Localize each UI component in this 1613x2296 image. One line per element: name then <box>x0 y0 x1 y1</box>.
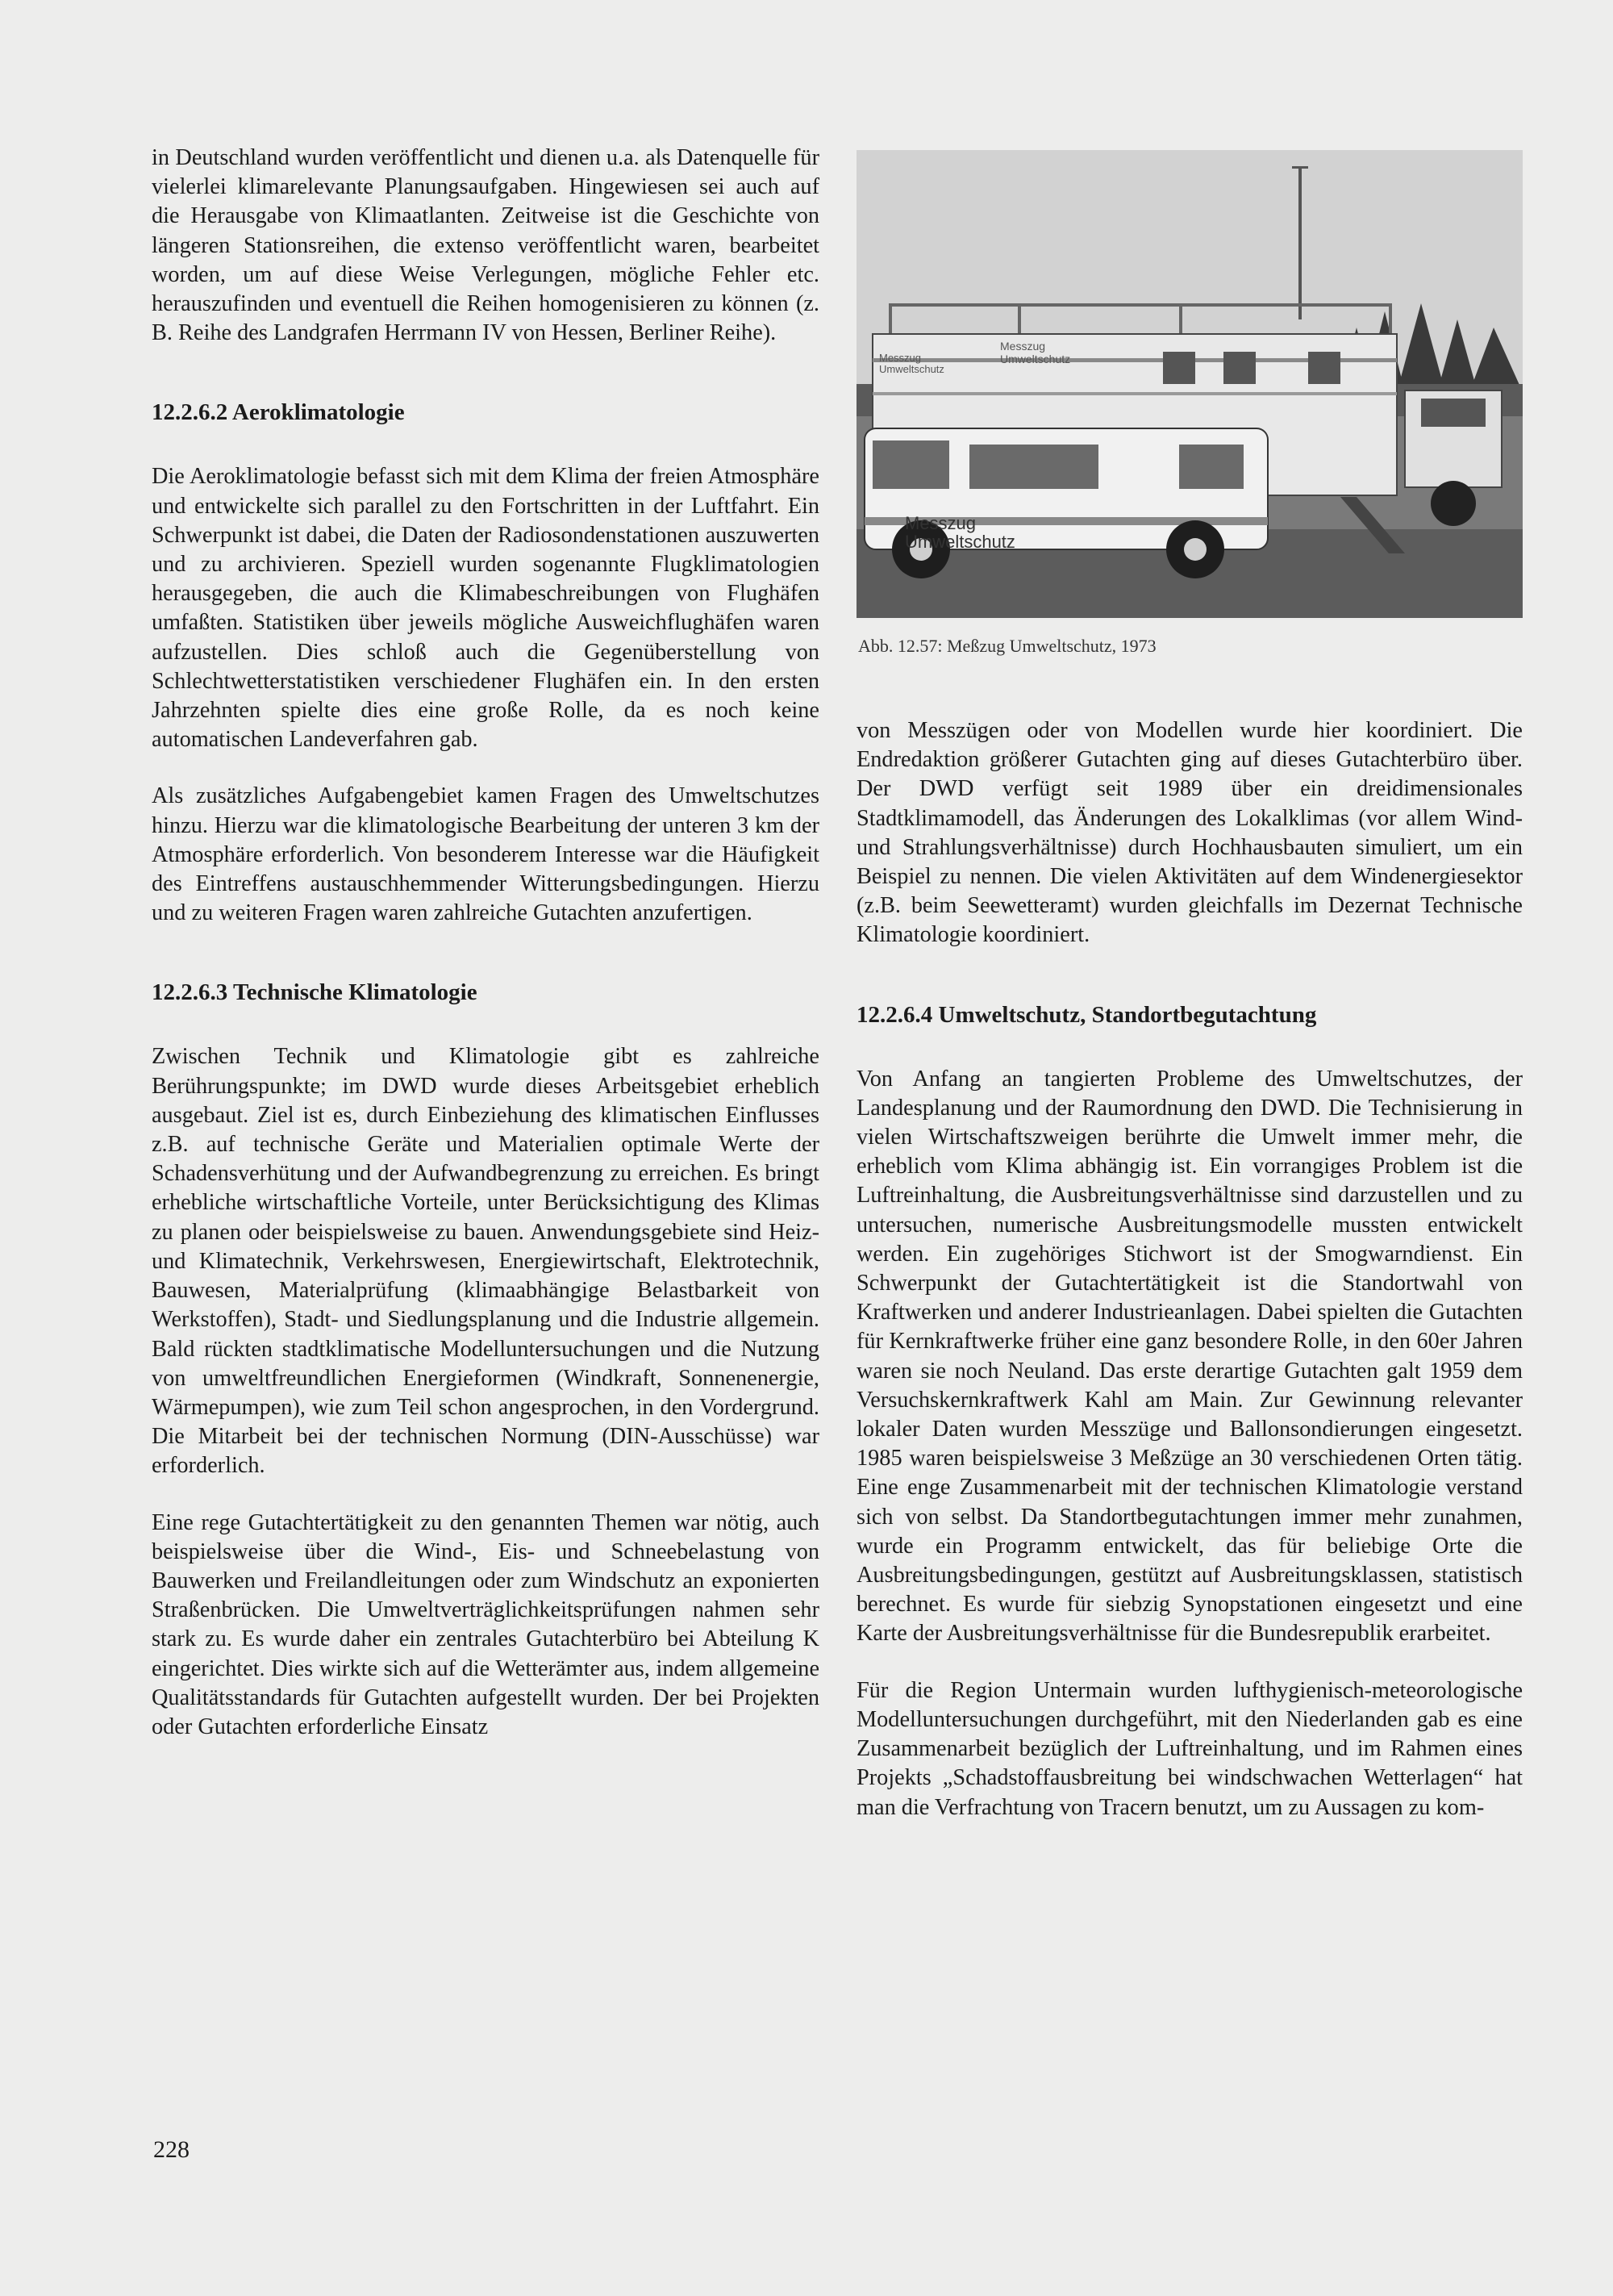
trailer-label-3: Messzug <box>1000 340 1046 353</box>
photo-illustration <box>857 150 1523 618</box>
van-label-2: Umweltschutz <box>905 532 1015 552</box>
paragraph-umweltschutz-1: Von Anfang an tangierten Probleme des Umweltschutzes, der Landesplanung und der Raumordnung den DWD. Die Technisierung in vielen Wirtschaftszweigen berührte die Umwelt immer mehr, die erheblich vom Klima abhängig ist. Ein vorrangiges Problem ist die Luftreinhaltung, die Ausbreitungsverhältnisse sind darzustellen und zu untersuchen, numerische Ausbreitungsmodelle mussten entwickelt werden. Ein zugehöriges Stichwort ist der Smogwarndienst. Ein Schwerpunkt der Gutachtertätigkeit ist die Standortwahl von Kraftwerken und anderer Industrieanlagen. Dabei spielten die Gutachten für Kernkraftwerke früher eine ganz besondere Rolle, in den 60er Jahren waren sie noch Neuland. Das erste derartige Gutachten galt 1959 dem Versuchskernkraftwerk Kahl am Main. Zur Gewinnung relevanter lokaler Daten wurden Messzüge und Ballonsondierungen eingesetzt. 1985 waren beispielsweise 3 Meßzüge an 30 verschiedenen Orten tätig. Eine enge Zusammenarbeit mit der technischen Klimatologie verstand sich von selbst. Da Standortbegutachtungen immer mehr zunahmen, wurde ein Programm entwickelt, das für beliebige Orte die Ausbreitungsbedingungen, gestützt auf Ausbreitungsklassen, statistisch berechnet. Es wurde für siebzig Synopstationen eingesetzt und eine Karte der Ausbreitungsverhältnisse für die Bundesrepublik erarbeitet. <box>857 1066 1523 1647</box>
paragraph-aeroklimatologie-1: Die Aeroklimatologie befasst sich mit dem Klima der freien Atmosphäre und entwickelte sich parallel zu den Fortschritten in der Luftfahrt. Ein Schwerpunkt ist dabei, die Daten der Radiosondenstationen auszuwerten und zu archivieren. Speziell wurden sogenannte Flugklimatologien herausgegeben, die auch die Klimabeschreibungen von Flughäfen umfaßten. Statistiken über jeweils mögliche Ausweichflughäfen waren aufzustellen. Dies schloß auch die Gegenüberstellung von Schlechtwetterstatistiken verschiedener Flughäfen ein. In den ersten Jahrzehnten spielte dies eine große Rolle, da es noch keine automatischen Landeverfahren gab. <box>152 464 819 753</box>
trailer-label-1: Messzug <box>879 352 922 364</box>
figure-caption: Abb. 12.57: Meßzug Umweltschutz, 1973 <box>858 636 1157 656</box>
heading-technische-klimatologie: 12.2.6.3 Technische Klimatologie <box>152 979 477 1006</box>
paragraph-right-1: von Messzügen oder von Modellen wurde hier koordiniert. Die Endredaktion größerer Gutachten ging auf dieses Gutachterbüro über. Der DWD verfügt seit 1989 über ein dreidimensionales Stadtklimamodell, das Änderungen des Lokalklimas (vor allem Wind- und Strahlungsverhältnisse) durch Hochhausbauten simuliert, um ein Beispiel zu nennen. Die vielen Aktivitäten auf dem Windenergiesektor (z.B. beim Seewetteramt) wurden gleichfalls im Dezernat Technische Klimatologie koordiniert. <box>857 718 1523 948</box>
paragraph-technische-klimatologie-2: Eine rege Gutachtertätigkeit zu den genannten Themen war nötig, auch beispielsweise über die Wind-, Eis- und Schneebelastung von Bauwerken und Freilandleitungen oder zum Windschutz an exponierten Straßenbrücken. Die Umweltverträglichkeitsprüfungen nahmen sehr stark zu. Es wurde daher ein zentrales Gutachterbüro bei Abteilung K eingerichtet. Dies wirkte sich auf die Wetterämter aus, indem allgemeine Qualitätsstandards für Gutachten aufgestellt wurden. Der bei Projekten oder Gutachten erforderliche Einsatz <box>152 1509 819 1739</box>
heading-aeroklimatologie: 12.2.6.2 Aeroklimatologie <box>152 399 405 426</box>
trailer-label-4: Umweltschutz <box>1000 353 1071 365</box>
paragraph-technische-klimatologie-1: Zwischen Technik und Klimatologie gibt es zahlreiche Berührungspunkte; im DWD wurde dieses Arbeitsgebiet erheblich ausgebaut. Ziel ist es, durch Einbeziehung des klimatischen Einflusses z.B. auf technische Geräte und Materialien optimale Werte der Schadensverhütung und der Aufwandbegrenzung zu erreichen. Es bringt erhebliche wirtschaftliche Vorteile, unter Berücksichtigung des Klimas zu planen oder beispielsweise zu bauen. Anwendungsgebiete sind Heiz- und Klimatechnik, Verkehrswesen, Energiewirtschaft, Elektrotechnik, Bauwesen, Materialprüfung (klimaabhängige Belastbarkeit von Werkstoffen), Stadt- und Siedlungsplanung und die Industrie allgemein. Bald rückten stadtklimatische Modelluntersuchungen und die Nutzung von umweltfreundlichen Energieformen (Windkraft, Sonnenenergie, Wärmepumpen), wie zum Teil schon angesprochen, in den Vordergrund. Die Mitarbeit bei der technischen Normung (DIN-Ausschüsse) war erforderlich. <box>152 1044 819 1479</box>
photo-messzug <box>857 150 1523 618</box>
van-label-1: Messzug <box>905 513 977 533</box>
paragraph-aeroklimatologie-2: Als zusätzliches Aufgabengebiet kamen Fragen des Umweltschutzes hinzu. Hierzu war die klimatologische Bearbeitung der unteren 3 km der Atmosphäre erforderlich. Von besonderem Interesse war die Häufigkeit des Eintreffens austauschhemmender Witterungsbedingungen. Hierzu und zu weiteren Fragen waren zahlreiche Gutachten anzufertigen. <box>152 783 819 926</box>
page-number: 228 <box>153 2136 190 2163</box>
paragraph-umweltschutz-2: Für die Region Untermain wurden lufthygienisch-meteorologische Modelluntersuchungen durchgeführt, mit den Niederlanden gab es eine Zusammenarbeit bezüglich der Luftreinhaltung, und im Rahmen eines Projekts „Schadstoffausbreitung bei windschwachen Wetterlagen“ hat man die Verfrachtung von Tracern benutzt, um zu Aussagen zu kom- <box>857 1677 1523 1820</box>
heading-umweltschutz: 12.2.6.4 Umweltschutz, Standortbegutachtung <box>857 1001 1317 1028</box>
left-column <box>152 144 819 1742</box>
right-column <box>857 150 1523 1822</box>
intro-paragraph: in Deutschland wurden veröffentlicht und dienen u.a. als Datenquelle für vielerlei klimarelevante Planungsaufgaben. Hingewiesen sei auch auf die Herausgabe von Klimaatlanten. Zeitweise ist die Geschichte von längeren Stationsreihen, die extenso veröffentlicht waren, bearbeitet worden, um auf diese Weise Verlegungen, mögliche Fehler etc. herauszufinden und eventuell die Reihen homogenisieren zu können (z. B. Reihe des Landgrafen Herrmann IV von Hessen, Berliner Reihe). <box>152 145 819 346</box>
trailer-label-2: Umweltschutz <box>879 363 944 375</box>
